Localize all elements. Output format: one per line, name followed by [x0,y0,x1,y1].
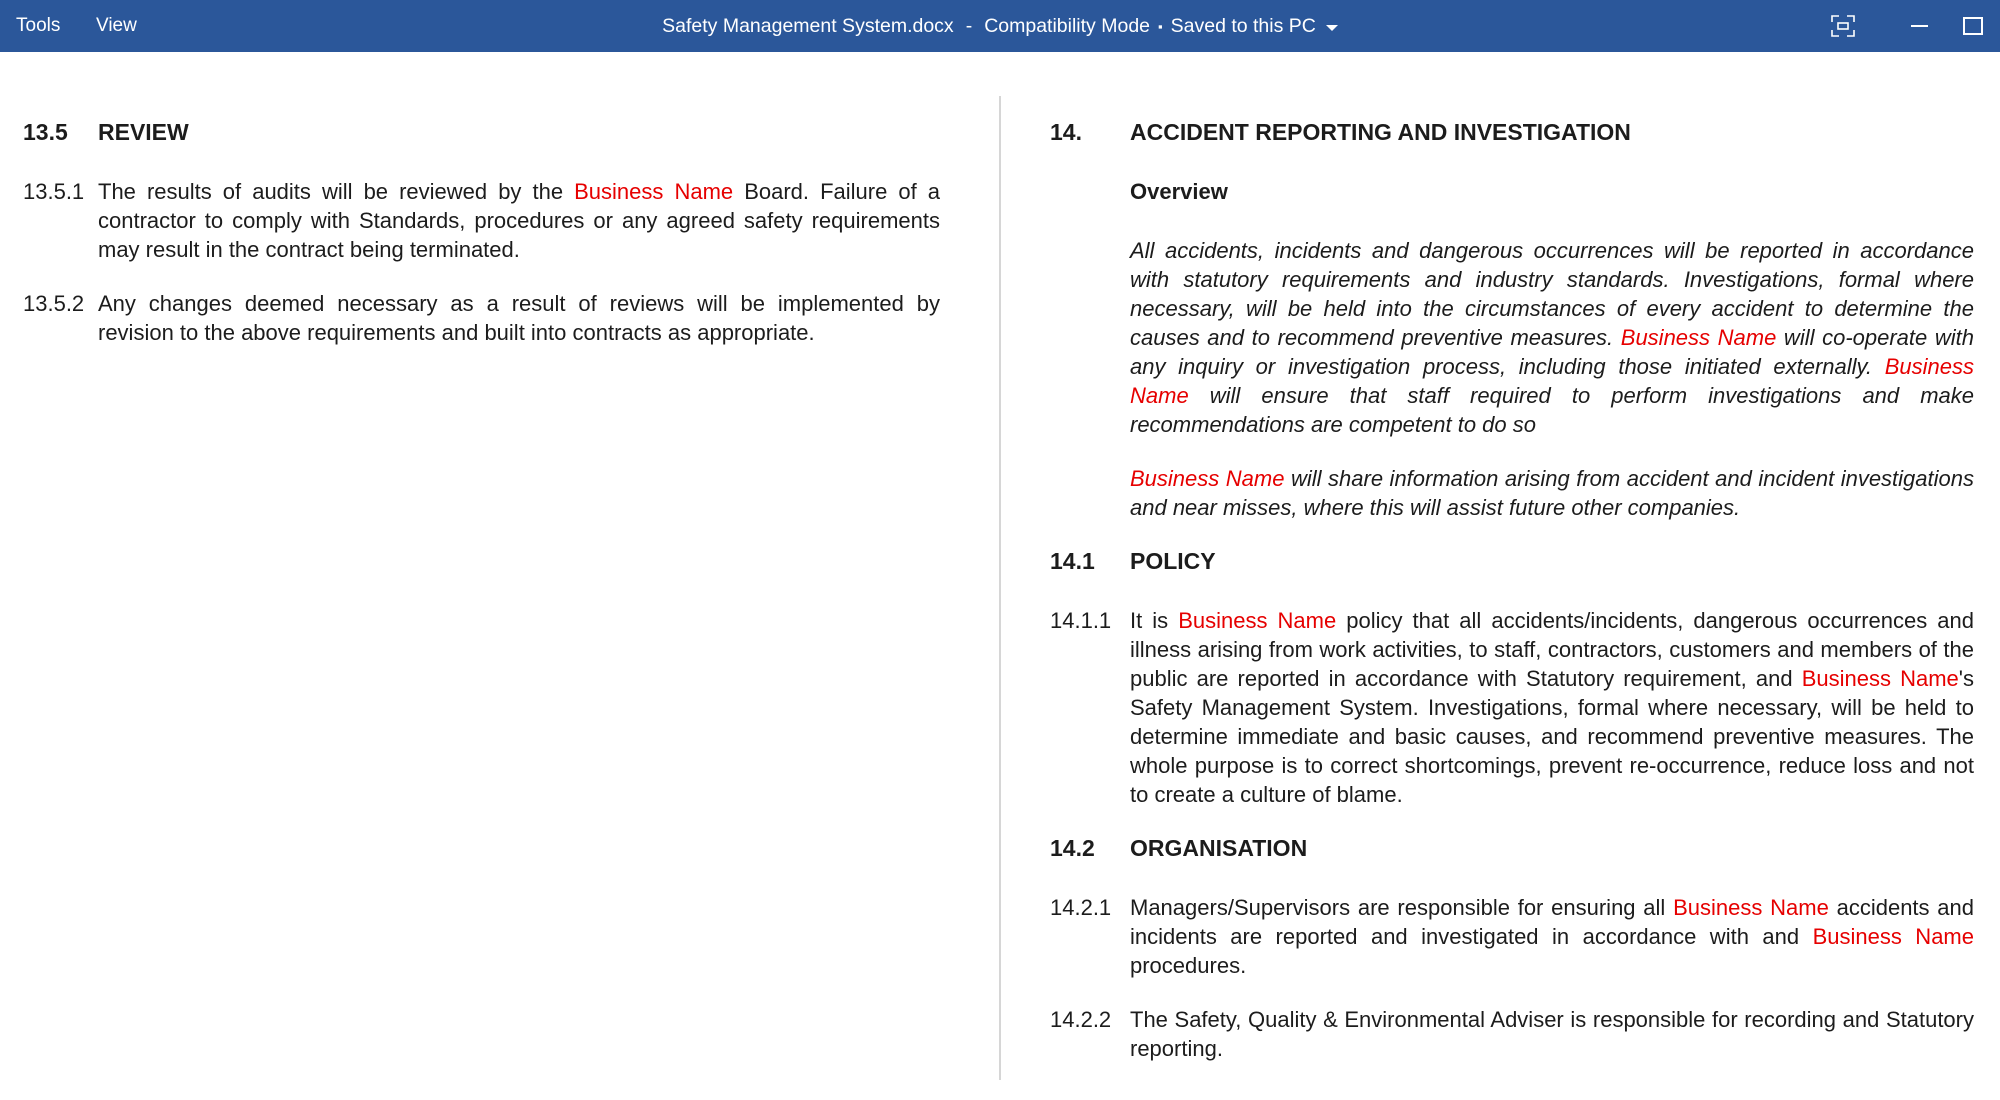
saved-location-label: Saved to this PC [1170,14,1316,37]
minimize-icon [1911,25,1928,27]
minimize-button[interactable] [1896,0,1942,52]
text-run: will co-operate with any inquiry or investigation process, including those initiated externally. [1130,325,1974,379]
text-run: procedures. [1130,953,1247,978]
text-run: Board. Failure of a contractor to comply with Standards, procedures or any agreed safety requirements may result in the contract being terminated. [98,179,940,262]
auto-hide-reading-toolbar-icon [1830,14,1856,38]
compatibility-mode-label: Compatibility Mode [984,14,1151,37]
title-bullet-separator: ▪ [1158,18,1163,34]
heading-title: ACCIDENT REPORTING AND INVESTIGATION [1130,119,1631,145]
business-name-placeholder: Business Name [1673,895,1829,920]
page-right-column [1050,118,1974,1088]
business-name-placeholder: Business Name [574,179,734,204]
item-number: 14. [1050,119,1082,145]
text-run: Any changes deemed necessary as a result of reviews will be implemented by revision to the above requirements and built into contracts as appropriate. [98,291,940,345]
section-heading-14-2 [1050,834,1974,863]
business-name-placeholder: Business Name [1620,325,1777,350]
paragraph-14-2-2 [1050,1005,1974,1063]
business-name-placeholder: Business Name [1130,466,1285,491]
item-number: 14.1.1 [1050,608,1112,633]
text-run: All accidents, incidents and dangerous occurrences will be reported in accordance with statutory requirements and industry standards. Investigations, formal where necessary, will be held into the circumstances of every accident to determine the causes and to recommend preventive measures. [1130,238,1974,350]
paragraph [1050,464,1974,522]
paragraph-14-2-1 [1050,893,1974,980]
heading-title: ORGANISATION [1130,835,1308,861]
text-run: The results of audits will be reviewed by the [98,179,575,204]
text-run: will share information arising from accident and incident investigations and near misses, where this will assist future other companies. [1130,466,1974,520]
item-number: 14.2 [1050,835,1095,861]
item-number: 13.5.1 [23,179,85,204]
section-heading-14 [1050,118,1974,147]
item-number: 14.1 [1050,548,1095,574]
heading-title: Overview [1130,179,1228,204]
maximize-icon [1963,17,1983,35]
menu-view[interactable]: View [96,15,137,36]
text-run: It is [1130,608,1179,633]
section-heading-13-5 [23,118,940,147]
chevron-down-icon [1326,25,1338,31]
business-name-placeholder: Business Name [1178,608,1337,633]
text-run: The Safety, Quality & Environmental Adviser is responsible for recording and Statutory reporting. [1130,1007,1974,1061]
window-title [300,0,1700,52]
text-run: policy that all accidents/incidents, dangerous occurrences and illness arising from work activities, to staff, contractors, customers and members of the public are reported in accordance with Statutory requirement, and [1130,608,1974,691]
item-number: 14.2.2 [1050,1007,1112,1032]
auto-hide-toolbar-button[interactable] [1820,0,1866,52]
saved-location-dropdown[interactable] [1171,15,1338,38]
heading-title: REVIEW [98,119,189,145]
paragraph [1050,236,1974,439]
paragraph-14-1-1 [1050,606,1974,809]
item-number: 13.5 [23,119,68,145]
menu-tools[interactable]: Tools [16,15,61,36]
document-title: Safety Management System.docx [662,14,954,37]
text-run: 's Safety Management System. Investigations, formal where necessary, will be held to determine immediate and basic causes, and recommend preventive measures. The whole purpose is to correct shortcomings, prevent re-occurrence, reduce loss and not to create a culture of blame. [1130,666,1974,807]
business-name-placeholder: Business Name [1812,924,1974,949]
paragraph-13-5-1 [23,177,940,264]
item-number: 13.5.2 [23,291,85,316]
business-name-placeholder: Business Name [1130,354,1974,408]
maximize-button[interactable] [1950,0,1996,52]
titlebar [0,0,2000,52]
text-run: accidents and incidents are reported and investigated in accordance with and [1130,895,1975,949]
item-number: 14.2.1 [1050,895,1112,920]
subheading-overview [1050,177,1974,206]
page-left-column [23,118,940,372]
text-run: will ensure that staff required to perform investigations and make recommendations are competent to do so [1130,383,1974,437]
section-heading-14-1 [1050,547,1974,576]
text-run: Managers/Supervisors are responsible for ensuring all [1130,895,1674,920]
business-name-placeholder: Business Name [1801,666,1959,691]
page-column-divider [999,96,1001,1080]
title-separator: - [965,14,973,37]
heading-title: POLICY [1130,548,1216,574]
paragraph-13-5-2 [23,289,940,347]
